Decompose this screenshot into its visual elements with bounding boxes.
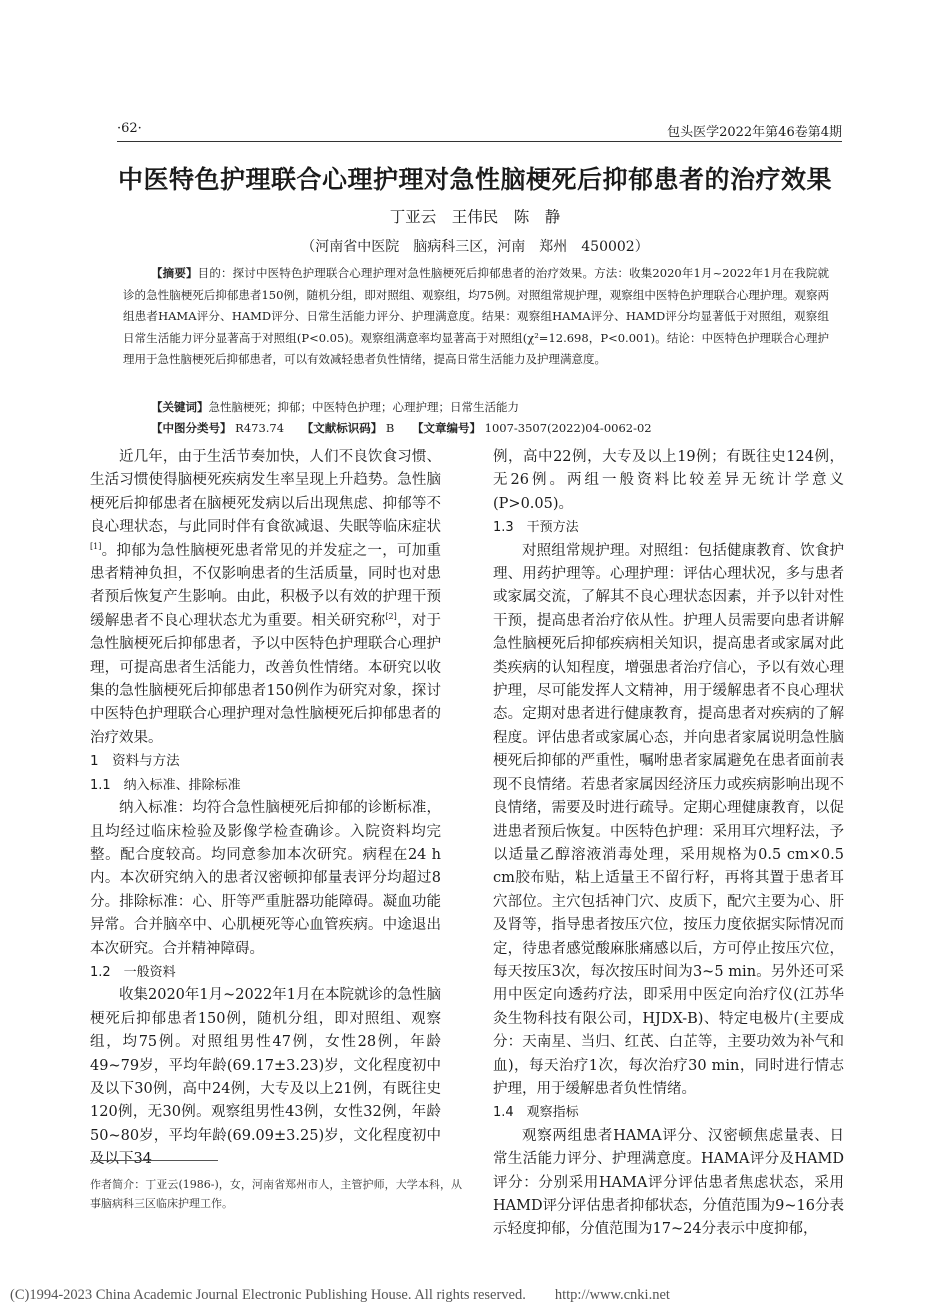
footnote-rule — [90, 1160, 218, 1161]
general-data-paragraph: 收集2020年1月~2022年1月在本院就诊的急性脑梗死后抑郁患者150例，随机分组，即对照组、观察组，均75例。对照组男性47例，女性28例，年龄49~79岁，平均年龄(69.17±3.23)岁，文化程度初中及以下30例，高中24例，大专及以上21例，有既往史120例，无30例。观察组男性43例，女性32例，年龄50~80岁，平均年龄(69.09±3.25)岁，文化程度初中及以下34 — [90, 987, 441, 1168]
copyright-line: (C)1994-2023 China Academic Journal Electronic Publishing House. All rights reserved. http://www.cnki.net — [10, 1287, 670, 1303]
section-heading-1-4: 1.4 观察指标 — [493, 1105, 579, 1121]
intro-text-2: 。抑郁为急性脑梗死患者常见的并发症之一，可加重患者精神负担，不仅影响患者的生活质量，同时也对患者预后恢复产生影响。由此，积极予以有效的护理干预缓解患者不良心理状态尤为重要。相关研究称 — [90, 542, 441, 629]
classification-line — [151, 418, 857, 440]
reference-1[interactable]: [1] — [90, 541, 102, 551]
keywords-label: 【关键词】 — [151, 400, 209, 414]
intervention-paragraph: 对照组常规护理。对照组：包括健康教育、饮食护理、用药护理等。心理护理：评估心理状况，多与患者或家属交流，了解其不良心理状态因素，并予以针对性干预，提高患者治疗依从性。护理人员需要向患者讲解急性脑梗死后抑郁疾病相关知识，提高患者或家属对此类疾病的认知程度，增强患者治疗信心，予以有效心理护理，尽可能发挥人文精神，用于缓解患者不良心理状态。定期对患者进行健康教育，提高患者对疾病的了解程度。评估患者或家属心态，并向患者家属说明急性脑梗死后抑郁的严重性，嘱咐患者家属避免在患者面前表现不良情绪。若患者家属因经济压力或疾病影响出现不良情绪，需要及时进行疏导。定期心理健康教育，以促进患者预后恢复。中医特色护理：采用耳穴埋籽法，予以适量乙醇溶液消毒处理，采用规格为0.5 cm×0.5 cm胶布贴，粘上适量王不留行籽，再将其置于患者耳穴部位。主穴包括神门穴、皮质下，配穴主要为心、肝及肾等，指导患者按压穴位，按压力度依据实际情况而定，待患者感觉酸麻胀痛感以后，方可停止按压穴位，每天按压3次，每次按压时间为3~5 min。另外还可采用中医定向透药疗法，即采用中医定向治疗仪(江苏华灸生物科技有限公司，HJDX-B)、特定电极片(主要成分：天南星、当归、红芪、白芷等，主要功效为补气和血)，每天治疗1次，每次治疗30 min，同时进行情志护理，用于缓解患者负性情绪。 — [493, 542, 844, 1097]
clc-label: 【中图分类号】 — [151, 421, 232, 435]
header-rule — [117, 141, 842, 142]
left-column — [90, 446, 441, 1172]
clc-value: R473.74 — [235, 421, 285, 435]
intro-paragraph — [90, 446, 441, 750]
article-number-label: 【文章编号】 — [411, 421, 481, 435]
right-column — [493, 446, 844, 1242]
abstract-text: 目的：探讨中医特色护理联合心理护理对急性脑梗死后抑郁患者的治疗效果。方法：收集2020年1月~2022年1月在我院就诊的急性脑梗死后抑郁患者150例，随机分组，即对照组、观察组，均75例。对照组常规护理，观察组中医特色护理联合心理护理。观察两组患者HAMA评分、HAMD评分、日常生活能力评分、护理满意度。结果：观察组HAMA评分、HAMD评分均显著低于对照组，观察组日常生活能力评分显著高于对照组(P<0.05)。观察组满意率均显著高于对照组(χ²=12.698，P<0.001)。结论：中医特色护理联合心理护理用于急性脑梗死后抑郁患者，可以有效减轻患者负性情绪，提高日常生活能力及护理满意度。 — [123, 266, 830, 366]
section-heading-1-3: 1.3 干预方法 — [493, 520, 579, 536]
article-affiliation: （河南省中医院 脑病科三区，河南 郑州 450002） — [301, 239, 649, 255]
section-heading-1-2: 1.2 一般资料 — [90, 964, 176, 980]
journal-header: 包头医学2022年第46卷第4期 — [667, 125, 842, 140]
doc-code-label: 【文献标识码】 — [301, 421, 383, 435]
intro-text-1: 近几年，由于生活节奏加快，人们不良饮食习惯、生活习惯使得脑梗死疾病发生率呈现上升趋势。急性脑梗死后抑郁患者在脑梗死发病以后出现焦虑、抑郁等不良心理状态，与此同时伴有食欲减退、失眠等临床症状 — [90, 449, 441, 536]
keywords — [151, 397, 857, 419]
section-heading-1: 1 资料与方法 — [90, 753, 180, 770]
reference-2[interactable]: [2] — [385, 612, 397, 622]
keywords-text: 急性脑梗死；抑郁；中医特色护理；心理护理；日常生活能力 — [208, 400, 519, 414]
criteria-paragraph: 纳入标准：均符合急性脑梗死后抑郁的诊断标准，且均经过临床检验及影像学检查确诊。入院资料均完整。配合度较高。均同意参加本次研究。病程在24 h内。本次研究纳入的患者汉密顿抑郁量表评分均超过8分。排除标准：心、肝等严重脏器功能障碍。凝血功能异常。合并脑卒中、心肌梗死等心血管疾病。中途退出本次研究。合并精神障碍。 — [90, 800, 441, 957]
article-title: 中医特色护理联合心理护理对急性脑梗死后抑郁患者的治疗效果 — [117, 165, 832, 194]
doc-code-value: B — [385, 421, 395, 435]
abstract — [123, 263, 829, 371]
article-authors: 丁亚云 王伟民 陈 静 — [389, 208, 561, 226]
general-data-continued: 例，高中22例，大专及以上19例；有既往史124例，无26例。两组一般资料比较差异无统计学意义(P>0.05)。 — [493, 449, 844, 512]
article-number-value: 1007-3507(2022)04-0062-02 — [484, 421, 652, 435]
indicators-paragraph: 观察两组患者HAMA评分、汉密顿焦虑量表、日常生活能力评分、护理满意度。HAMA评分及HAMD评分：分别采用HAMA评分评估患者焦虑状态，采用HAMD评分评估患者抑郁状态，分值范围为9~16分表示轻度抑郁，分值范围为17~24分表示中度抑郁， — [493, 1127, 844, 1238]
intro-text-3: ，对于急性脑梗死后抑郁患者，予以中医特色护理联合心理护理，可提高患者生活能力，改善负性情绪。本研究以收集的急性脑梗死后抑郁患者150例作为研究对象，探讨中医特色护理联合心理护理对急性脑梗死后抑郁患者的治疗效果。 — [90, 612, 442, 746]
page-number: ·62· — [117, 121, 142, 136]
abstract-label: 【摘要】 — [151, 266, 198, 280]
author-footnote: 作者简介：丁亚云(1986-)，女，河南省郑州市人，主管护师，大学本科，从事脑病科三区临床护理工作。 — [90, 1178, 462, 1210]
section-heading-1-1: 1.1 纳入标准、排除标准 — [90, 777, 241, 793]
